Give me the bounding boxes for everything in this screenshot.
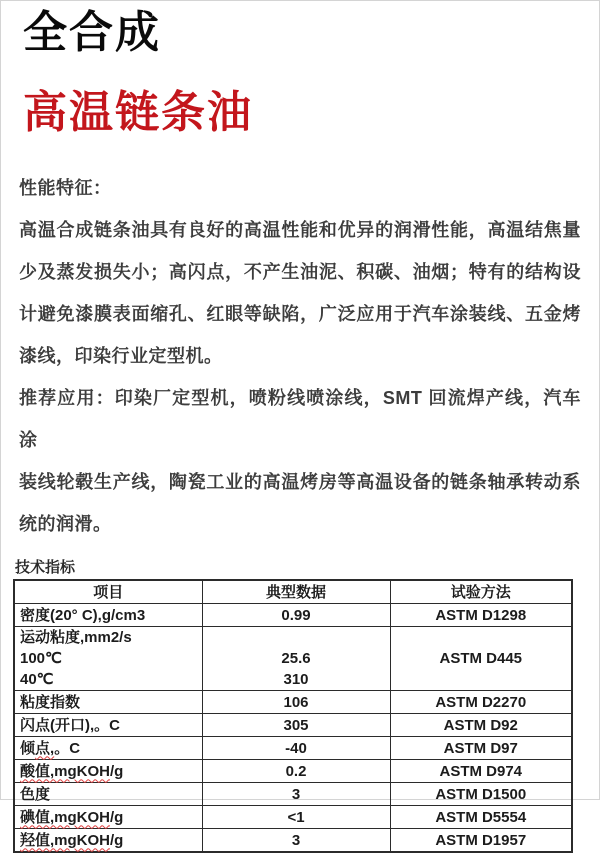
tech-specs-table: [13, 579, 573, 853]
spec-item-text: /g: [110, 762, 124, 780]
spec-item-text-misspelled: 碘值,mgKOH: [20, 808, 111, 826]
spec-value-cell: 106: [202, 691, 390, 714]
spec-method-cell: ASTM D92: [390, 714, 572, 737]
table-row: [14, 737, 572, 760]
table-header-cell: 项目: [14, 580, 202, 604]
body-text-line: 性能特征：: [19, 178, 112, 198]
spec-item-cell: [14, 806, 202, 829]
spec-item-cell: [14, 627, 202, 691]
spec-method-cell: ASTM D1957: [390, 829, 572, 853]
body-text: [19, 167, 581, 545]
spec-method-cell: ASTM D445: [390, 627, 572, 691]
spec-value-cell: 0.99: [202, 604, 390, 627]
spec-item-line: 100℃: [20, 650, 62, 667]
spec-item-text: 。C: [54, 739, 81, 757]
spec-item-cell: [14, 604, 202, 627]
spec-value-cell: 0.2: [202, 760, 390, 783]
product-title-black: 全合成: [23, 8, 161, 57]
spec-value-cell: 3: [202, 783, 390, 806]
spec-item-text: /g: [110, 831, 124, 849]
spec-value-line: 310: [283, 671, 309, 688]
table-row: [14, 760, 572, 783]
spec-item-text-misspelled: 点,: [35, 739, 55, 757]
body-text-line: 推荐应用：印染厂定型机，喷粉线喷涂线，SMT 回流焊产线，汽车涂: [19, 388, 581, 450]
spec-item-text: 倾: [20, 739, 36, 757]
body-text-line: 高温合成链条油具有良好的高温性能和优异的润滑性能，高温结焦量: [19, 220, 581, 240]
spec-item-text: 色度: [20, 785, 51, 803]
spec-item-text-misspelled: 酸值,mgKOH: [20, 762, 111, 780]
spec-value-cell: -40: [202, 737, 390, 760]
spec-item-text-misspelled: 羟值,mgKOH: [20, 831, 111, 849]
spec-item-line: 运动粘度,mm2/s: [20, 629, 132, 646]
spec-method-cell: ASTM D1298: [390, 604, 572, 627]
spec-item-cell: [14, 829, 202, 853]
spec-method-cell: ASTM D974: [390, 760, 572, 783]
spec-value-line: 25.6: [281, 650, 311, 667]
spec-item-text: 密度(20° C),g/cm3: [20, 606, 146, 624]
tech-specs-label: 技术指标: [15, 559, 76, 576]
spec-item-text: 粘度指数: [20, 693, 81, 711]
spec-method-cell: ASTM D5554: [390, 806, 572, 829]
table-row: [14, 783, 572, 806]
spec-value-line: [208, 627, 385, 648]
table-header-cell: 试验方法: [390, 580, 572, 604]
spec-value-cell: <1: [202, 806, 390, 829]
body-text-line: 统的润滑。: [19, 514, 112, 534]
product-title-red: 高温链条油: [23, 88, 253, 137]
table-header-row: [14, 580, 572, 604]
table-row: [14, 806, 572, 829]
body-text-line: 少及蒸发损失小；高闪点，不产生油泥、积碳、油烟；特有的结构设: [19, 262, 581, 282]
spec-method-cell: ASTM D1500: [390, 783, 572, 806]
table-header-cell: 典型数据: [202, 580, 390, 604]
spec-item-cell: [14, 760, 202, 783]
table-row: [14, 604, 572, 627]
spec-method-cell: ASTM D97: [390, 737, 572, 760]
body-text-line: 漆线，印染行业定型机。: [19, 346, 223, 366]
table-row: [14, 714, 572, 737]
spec-item-cell: [14, 783, 202, 806]
spec-item-text: /g: [110, 808, 124, 826]
spec-item-cell: [14, 691, 202, 714]
spec-value-cell: [202, 627, 390, 691]
spec-item-cell: [14, 737, 202, 760]
table-row: [14, 829, 572, 853]
body-text-line: 计避免漆膜表面缩孔、红眼等缺陷，广泛应用于汽车涂装线、五金烤: [19, 304, 581, 324]
spec-item-line: 40℃: [20, 671, 54, 688]
spec-item-text: 闪点(开口),。C: [20, 716, 120, 734]
spec-method-cell: ASTM D2270: [390, 691, 572, 714]
spec-value-cell: 305: [202, 714, 390, 737]
table-row: [14, 691, 572, 714]
body-text-line: 装线轮毂生产线，陶瓷工业的高温烤房等高温设备的链条轴承转动系: [19, 472, 581, 492]
table-row: [14, 627, 572, 691]
spec-value-cell: 3: [202, 829, 390, 853]
spec-item-cell: [14, 714, 202, 737]
